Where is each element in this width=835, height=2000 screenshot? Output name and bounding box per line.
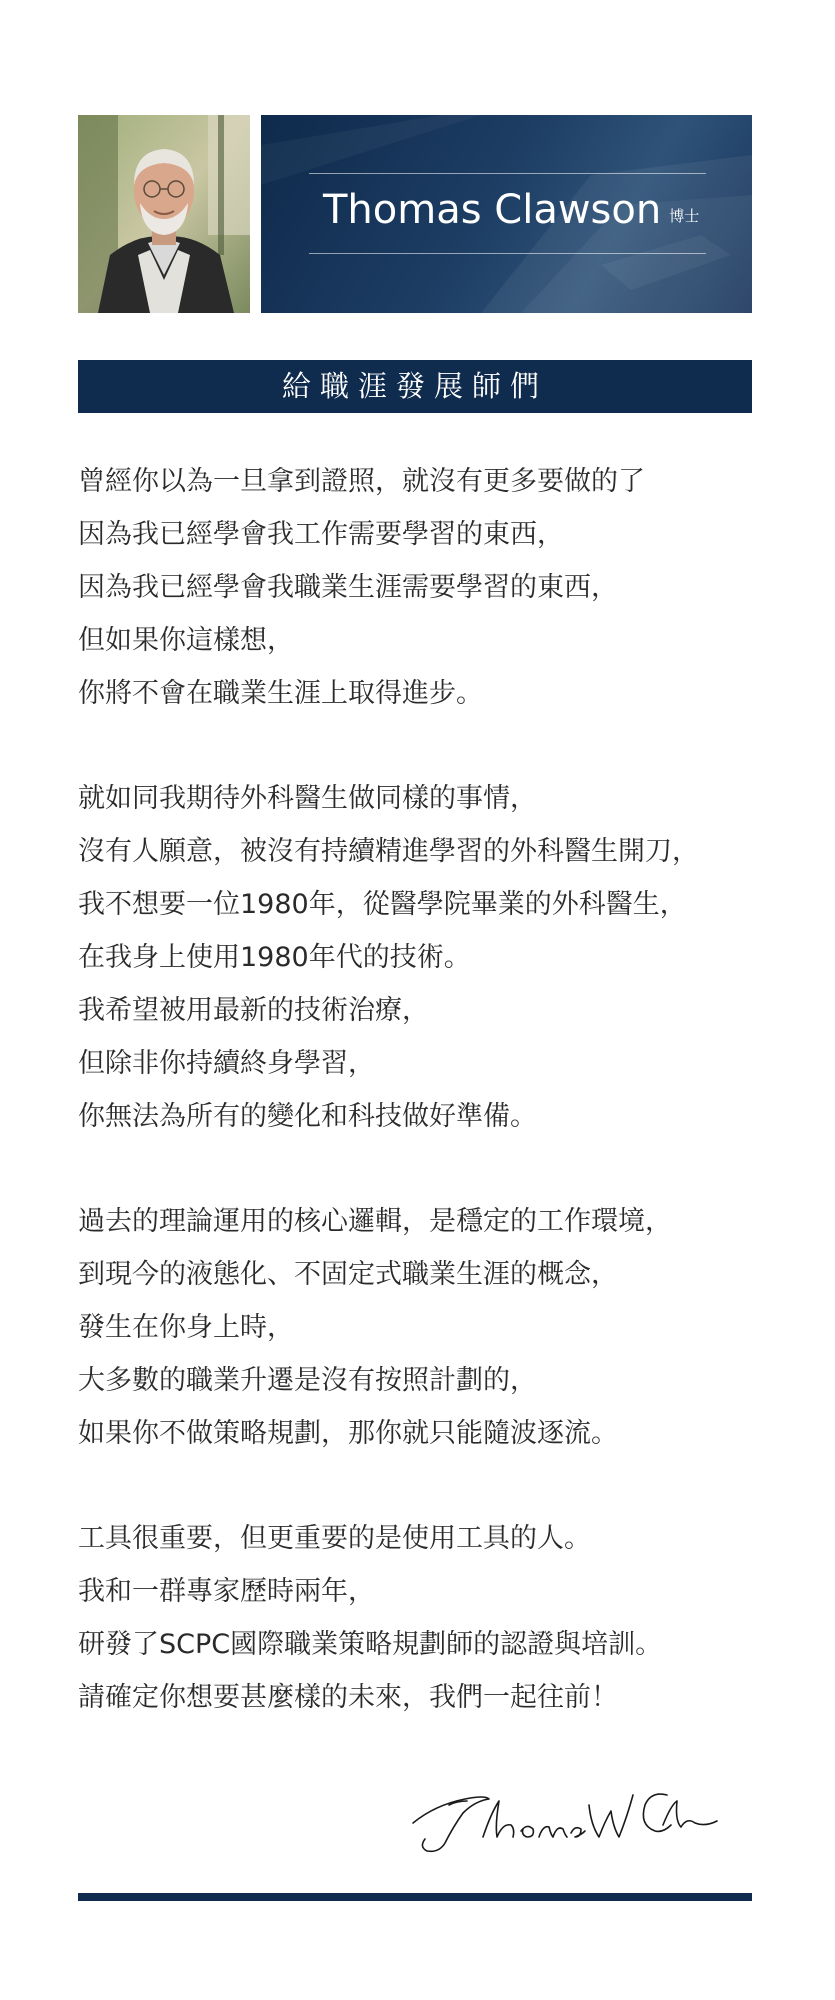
letter-line: 但除非你持續終身學習， xyxy=(78,1048,375,1079)
letter-line: 研發了SCPC國際職業策略規劃師的認證與培訓。 xyxy=(78,1629,663,1660)
letter-line: 我和一群專家歷時兩年， xyxy=(78,1576,375,1607)
letter-line: 沒有人願意，被沒有持續精進學習的外科醫生開刀， xyxy=(78,836,699,867)
name-banner xyxy=(261,115,752,313)
letter-line: 因為我已經學會我工作需要學習的東西， xyxy=(78,519,564,550)
letter-line: 到現今的液態化、不固定式職業生涯的概念， xyxy=(78,1259,618,1290)
letter-line: 但如果你這樣想， xyxy=(78,625,294,656)
letter-line: 在我身上使用1980年代的技術。 xyxy=(78,942,471,973)
letter-line: 你將不會在職業生涯上取得進步。 xyxy=(78,678,483,709)
letter-line: 請確定你想要甚麼樣的未來，我們一起往前！ xyxy=(78,1682,618,1713)
portrait-photo xyxy=(78,115,250,313)
section-title: 給職涯發展師們 xyxy=(78,360,752,413)
name-row xyxy=(323,187,699,233)
handwritten-signature xyxy=(405,1765,720,1855)
letter-line: 大多數的職業升遷是沒有按照計劃的， xyxy=(78,1365,537,1396)
bottom-rule xyxy=(78,1893,752,1901)
letter-line: 我不想要一位1980年，從醫學院畢業的外科醫生， xyxy=(78,889,687,920)
letter-paragraph xyxy=(78,772,758,1143)
author-name: Thomas Clawson xyxy=(323,187,662,233)
letter-line: 如果你不做策略規劃，那你就只能隨波逐流。 xyxy=(78,1418,618,1449)
letter-body xyxy=(78,455,758,1776)
letter-line: 因為我已經學會我職業生涯需要學習的東西， xyxy=(78,572,618,603)
author-title-suffix: 博士 xyxy=(669,207,700,225)
letter-line: 發生在你身上時， xyxy=(78,1312,294,1343)
letter-paragraph xyxy=(78,1195,758,1460)
letter-line: 工具很重要，但更重要的是使用工具的人。 xyxy=(78,1523,591,1554)
banner-bottom-rule xyxy=(309,253,706,254)
letter-paragraph xyxy=(78,1512,758,1724)
letter-line: 曾經你以為一旦拿到證照，就沒有更多要做的了 xyxy=(78,466,645,497)
letter-line: 我希望被用最新的技術治療， xyxy=(78,995,429,1026)
header xyxy=(78,115,752,313)
letter-line: 就如同我期待外科醫生做同樣的事情， xyxy=(78,783,537,814)
letter-line: 你無法為所有的變化和科技做好準備。 xyxy=(78,1101,537,1132)
banner-top-rule xyxy=(309,173,706,174)
letter-paragraph xyxy=(78,455,758,720)
letter-line: 過去的理論運用的核心邏輯，是穩定的工作環境， xyxy=(78,1206,672,1237)
